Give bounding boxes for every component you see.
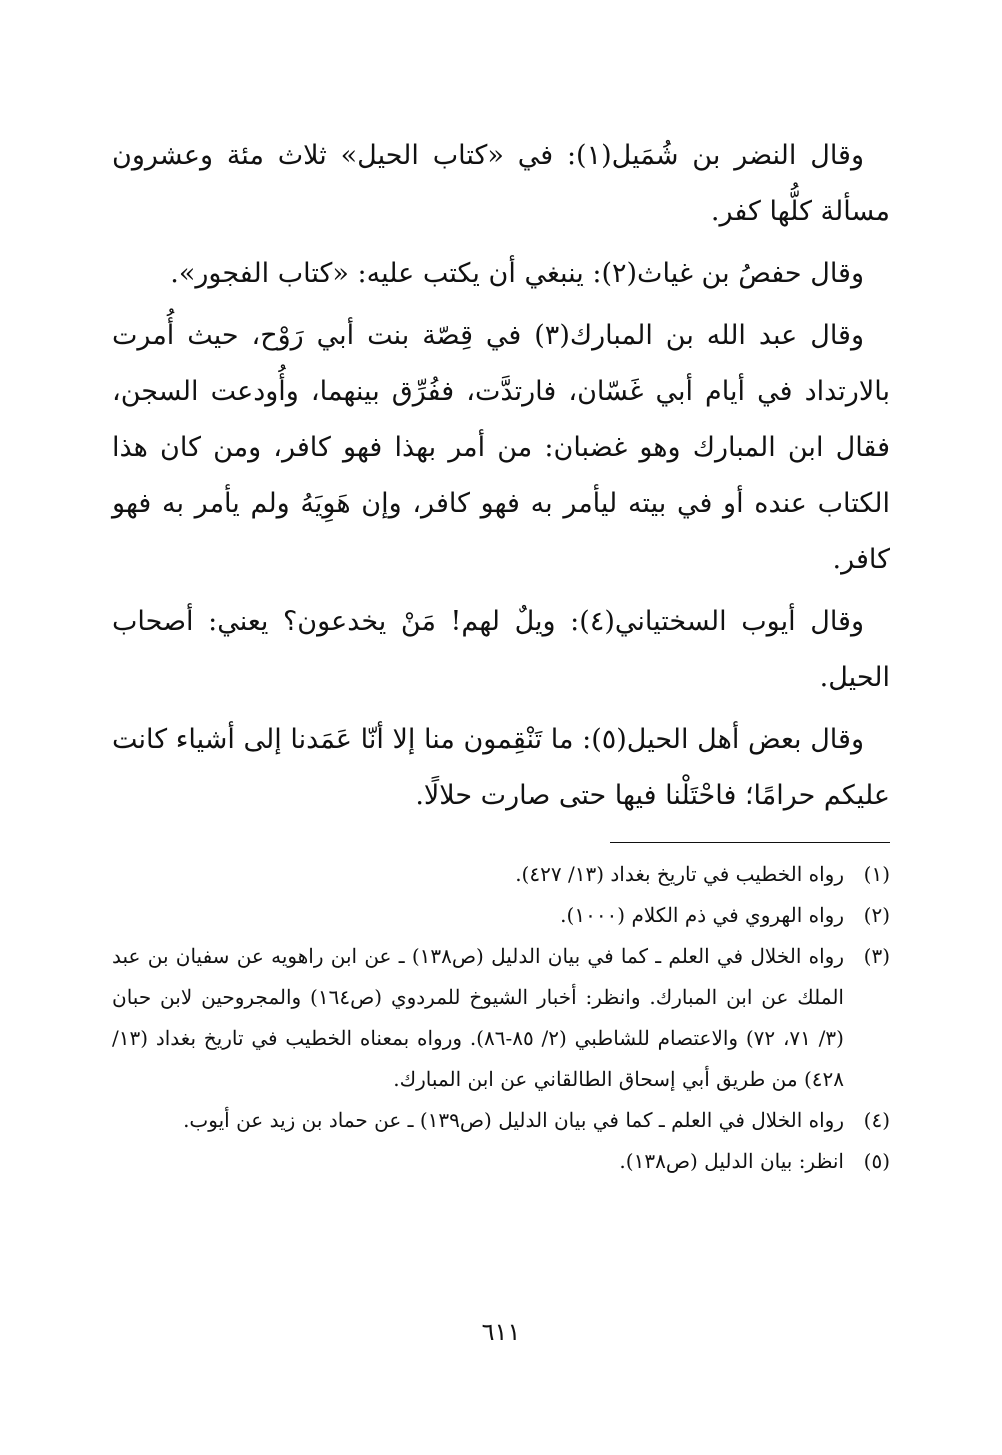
footnote-2 (112, 895, 890, 936)
footnotes (112, 854, 890, 1182)
footnote-divider (610, 842, 890, 843)
footnote-3 (112, 936, 890, 1100)
footnote-number: (١) (863, 862, 890, 886)
footnote-text: رواه الخلال في العلم ـ كما في بيان الدليل (ص١٣٩) ـ عن حماد بن زيد عن أيوب. (183, 1108, 844, 1132)
footnote-1 (112, 854, 890, 895)
footnote-text: انظر: بيان الدليل (ص١٣٨). (619, 1149, 844, 1173)
page-number: ٦١١ (481, 1318, 521, 1346)
footnote-number: (٤) (863, 1108, 890, 1132)
footnote-4 (112, 1100, 890, 1141)
paragraph-ayyub: وقال أيوب السختياني(٤): ويلٌ لهم! مَنْ يخدعون؟ يعني: أصحاب الحيل. (112, 606, 890, 693)
footnote-text: رواه الهروي في ذم الكلام (١٠٠٠). (560, 903, 844, 927)
paragraph-ibn-mubarak: وقال عبد الله بن المبارك(٣) في قِصّة بنت أبي رَوْح، حيث أُمرت بالارتداد في أيام أبي غَسّان، فارتدَّت، ففُرِّق بينهما، وأُودعت السجن، فقال ابن المبارك وهو غضبان: من أمر بهذا فهو كافر، ومن كان هذا الكتاب عنده أو في بيته ليأمر به فهو كافر، وإن هَوِيَهُ ولم يأمر به فهو كافر. (112, 320, 890, 575)
footnote-text: رواه الخطيب في تاريخ بغداد (١٣/ ٤٢٧). (515, 862, 844, 886)
footnote-number: (٢) (863, 903, 890, 927)
footnote-text: رواه الخلال في العلم ـ كما في بيان الدليل (ص١٣٨) ـ عن ابن راهويه عن سفيان بن عبد الملك عن ابن المبارك. وانظر: أخبار الشيوخ للمردوي (ص١٦٤) والمجروحين لابن حبان (٣/ ٧١، ٧٢) والاعتصام للشاطبي (٢/ ٨٥-٨٦). ورواه بمعناه الخطيب في تاريخ بغداد (١٣/ ٤٢٨) من طريق أبي إسحاق الطالقاني عن ابن المبارك. (112, 944, 844, 1091)
paragraph-nadr: وقال النضر بن شُمَيل(١): في «كتاب الحيل» ثلاث مئة وعشرون مسألة كلُّها كفر. (112, 140, 890, 227)
footnote-5 (112, 1141, 890, 1182)
main-text (112, 128, 890, 830)
footnote-number: (٥) (863, 1149, 890, 1173)
footnote-number: (٣) (863, 944, 890, 968)
paragraph-hafs: وقال حفصُ بن غياث(٢): ينبغي أن يكتب عليه: «كتاب الفجور». (170, 258, 864, 289)
paragraph-ahl-alhiyal: وقال بعض أهل الحيل(٥): ما تَنْقِمون منا إلا أنّا عَمَدنا إلى أشياء كانت عليكم حرامًا؛ فاحْتَلْنا فيها حتى صارت حلالًا. (112, 724, 890, 811)
